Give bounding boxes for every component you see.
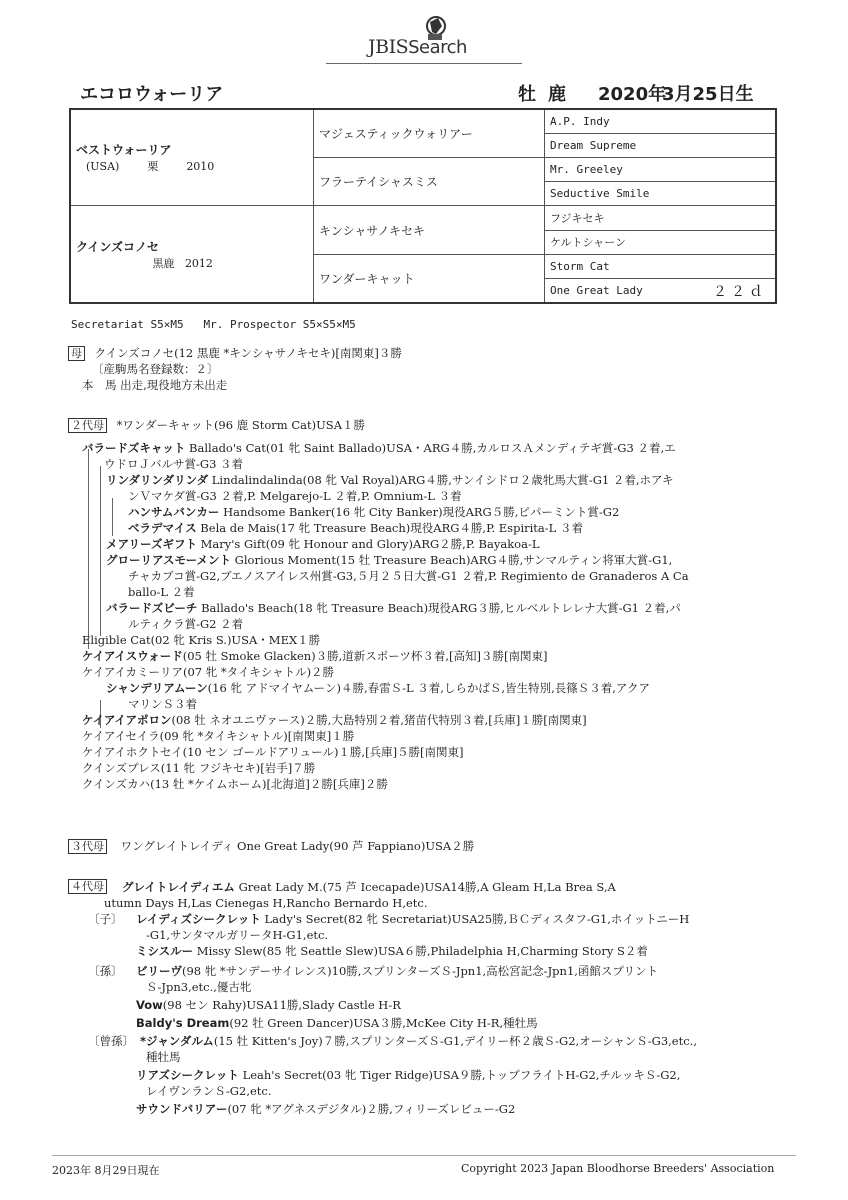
horse-name-bold: ビリーヴ — [136, 964, 182, 978]
line-text: Eligible Cat(02 牝 Kris S.)USA・MEX１勝 — [82, 633, 321, 647]
horse-name-bold: ベラデマイス — [128, 521, 197, 535]
horse-name-bold: レイディズシークレット — [136, 912, 261, 926]
g2-line — [106, 600, 681, 616]
line-text: マリンＳ３着 — [128, 697, 197, 711]
line-text: Ballado's Cat(01 牝 Saint Ballado)USA・ARG４勝,カルロスＡメンディテギ賞-G3 ２着,エ — [185, 441, 676, 455]
horse-name-bold: バラードズビーチ — [106, 601, 198, 615]
dam-color: 黒鹿 — [152, 256, 175, 270]
g2-line — [82, 728, 354, 744]
generation-prefix: 〔曾孫〕 — [88, 1034, 134, 1048]
g4-line — [146, 1049, 181, 1065]
dsd-cell: ケルトシャーン — [545, 230, 777, 254]
dam-line-3: 本 馬 出走,現役地方未出走 — [82, 378, 228, 392]
sire-cell — [70, 109, 314, 206]
dds-cell: Storm Cat — [545, 254, 777, 278]
line-text: -G1,サンタマルガリータH-G1,etc. — [146, 928, 329, 942]
line-text: (98 牝 *サンデーサイレンス)10勝,スプリンターズＳ-Jpn1,高松宮記念-Jpn1,函館スプリント — [182, 964, 658, 978]
g2-line — [82, 760, 315, 776]
line-text: クインズカハ(13 牡 *ケイムホーム)[北海道]２勝[兵庫]２勝 — [82, 777, 388, 791]
generation-prefix: 〔子〕 — [88, 912, 123, 926]
inbreeding-cross: Secretariat S5×M5 Mr. Prospector S5×S5×M5 — [71, 318, 356, 331]
dam-line-1: クインズコノセ(12 黒鹿 *キンシャサノキセキ)[南関東]３勝 — [94, 346, 402, 360]
g2-line — [128, 584, 195, 600]
line-text: (15 牡 Kitten's Joy)７勝,スプリンターズＳ-G1,デイリー杯２歳Ｓ-G2,オーシャンＳ-G3,etc., — [213, 1034, 697, 1048]
tree-line-3 — [112, 498, 113, 536]
horse-name-bold: ハンサムバンカー — [128, 505, 220, 519]
horse-name-bold: シャンデリアムーン — [106, 681, 208, 695]
horse-name-bold: リアズシークレット — [136, 1068, 239, 1082]
g2-line — [82, 632, 320, 648]
line-text: Bela de Mais(17 牝 Treasure Beach)現役ARG４勝,P. Espirita-L ３着 — [196, 521, 583, 535]
line-text: Missy Slew(85 牝 Seattle Slew)USA６勝,Philadelphia H,Charming Story S２着 — [193, 944, 648, 958]
g2-label: ２代母 — [68, 418, 107, 433]
g2-line — [82, 744, 464, 760]
g2-line — [128, 504, 619, 520]
g2-line — [106, 552, 672, 568]
horse-color: 鹿 — [548, 84, 566, 105]
ds-cell: キンシャサノキセキ — [314, 206, 545, 254]
g2-line — [82, 440, 676, 456]
g4-line — [88, 963, 658, 979]
family-number: ２２ｄ — [713, 284, 767, 300]
dam-name: クインズコノセ — [76, 239, 159, 254]
g2-line — [128, 520, 583, 536]
line-text: ケイアイセイラ(09 牝 *タイキシャトル)[南関東]１勝 — [82, 729, 355, 743]
horse-sex: 牡 — [518, 84, 536, 105]
g4-line — [136, 1067, 680, 1083]
dam-section — [68, 345, 402, 361]
line-text: Mary's Gift(09 牝 Honour and Glory)ARG２勝,P. Bayakoa-L — [196, 537, 540, 551]
g4-label-wrap — [68, 878, 107, 894]
line-text: ウドロＪバルサ賞-G3 ３着 — [104, 457, 244, 471]
g3-section — [68, 838, 474, 854]
g2-line — [106, 536, 540, 552]
line-text: レイヴンランＳ-G2,etc. — [146, 1084, 272, 1098]
line-text: Ballado's Beach(18 牝 Treasure Beach)現役ARG３勝,ヒルベルトレレナ大賞-G1 ２着,パ — [197, 601, 681, 615]
sire-name: ベストウォーリア — [76, 143, 172, 158]
ssd-cell: Dream Supreme — [545, 134, 777, 158]
line-text: Ｓ-Jpn3,etc.,優古牝 — [146, 980, 252, 994]
birth-year: 2020年 — [598, 84, 667, 105]
line-text: (08 牡 ネオユニヴァース)２勝,大島特別２着,猪苗代特別３着,[兵庫]１勝[南関東] — [171, 713, 587, 727]
dd-cell: ワンダーキャット — [314, 254, 545, 303]
pedigree-table — [69, 108, 777, 304]
g4-line — [88, 1033, 697, 1049]
g2-line — [106, 472, 674, 488]
g4-line — [136, 1015, 538, 1031]
line-text: (07 牝 *アグネスデジタル)２勝,フィリーズレビュー-G2 — [227, 1102, 516, 1116]
sds-cell: Mr. Greeley — [545, 158, 777, 182]
horse-name-bold: メアリーズギフト — [106, 537, 197, 551]
g2-line — [128, 568, 689, 584]
sdd-cell: Seductive Smile — [545, 182, 777, 206]
dam-label: 母 — [68, 346, 85, 361]
line-text: 種牡馬 — [146, 1050, 181, 1064]
line-text: ケイアイカミーリア(07 牝 *タイキシャトル)２勝 — [82, 665, 335, 679]
g4-line — [104, 895, 428, 911]
horse-name-bold: バラードズキャット — [82, 441, 186, 455]
g3-label: ３代母 — [68, 839, 107, 854]
horse-name: エコロウォーリア — [80, 84, 224, 105]
g4-line — [146, 927, 328, 943]
sire-color: 栗 — [147, 160, 159, 174]
dam-cell — [70, 206, 314, 303]
generation-prefix: 〔孫〕 — [88, 964, 123, 978]
line-text: ケイアイホクトセイ(10 セン ゴールドアリュール)１勝,[兵庫]５勝[南関東] — [82, 745, 464, 759]
line-text: (16 牝 アドマイヤムーン)４勝,春雷Ｓ-L ３着,しらかばＳ,皆生特別,長篠Ｓ３着,アクア — [207, 681, 651, 695]
horse-name-bold: ケイアイスウォード — [82, 649, 183, 663]
ddd-cell — [545, 278, 777, 303]
g2-line — [128, 696, 197, 712]
ss-cell: マジェスティックウォリアー — [314, 109, 545, 158]
g2-line — [128, 616, 243, 632]
horse-name-bold: グレイトレイディエム — [122, 880, 235, 894]
line-text: Glorious Moment(15 牡 Treasure Beach)ARG４勝,サンマルティン将軍大賞-G1, — [231, 553, 673, 567]
line-text: (92 牡 Green Dancer)USA３勝,McKee City H-R,種牡馬 — [229, 1016, 538, 1030]
horse-name-bold: ケイアイアポロン — [82, 713, 172, 727]
line-text: ンＶマケダ賞-G3 ２着,P. Melgarejo-L ２着,P. Omnium-L ３着 — [128, 489, 462, 503]
line-text: チャカブコ賞-G2,ブエノスアイレス州賞-G3,５月２５日大賞-G1 ２着,P. Regimiento de Granaderos A Ca — [128, 569, 689, 583]
birth-date: 3月25日生 — [662, 84, 754, 105]
g4-label: ４代母 — [68, 879, 107, 894]
g2-line — [82, 664, 334, 680]
horse-name-bold: Vow — [136, 998, 163, 1012]
jbis-logo — [368, 14, 498, 58]
sss-cell: A.P. Indy — [545, 109, 777, 134]
footer-date: 2023年 8月29日現在 — [52, 1164, 160, 1177]
horse-name-bold: グローリアスモーメント — [106, 553, 232, 567]
dam-year: 2012 — [184, 256, 213, 270]
g2-line — [106, 680, 650, 696]
tree-line-1 — [88, 449, 89, 649]
horse-name-bold: ミシスルー — [136, 944, 194, 958]
horse-name-bold: サウンドバリアー — [136, 1102, 228, 1116]
g2-line — [82, 648, 547, 664]
g4-line — [146, 1083, 272, 1099]
sire-year: 2010 — [186, 160, 215, 174]
logo-underline — [326, 63, 522, 64]
line-text: Leah's Secret(03 牝 Tiger Ridge)USA９勝,トップフライトH-G2,チルッキＳ-G2, — [238, 1068, 681, 1082]
g2-line — [104, 456, 243, 472]
tree-line-2 — [100, 466, 101, 636]
dam-line-2: 〔産駒馬名登録数：２〕 — [92, 362, 219, 376]
horse-name-bold: *ジャンダルム — [140, 1034, 214, 1048]
g2-line — [82, 712, 587, 728]
line-text: utumn Days H,Las Cienegas H,Rancho Bernardo H,etc. — [104, 896, 428, 910]
g4-line — [136, 997, 401, 1013]
sd-cell: フラーテイシャスミス — [314, 158, 545, 206]
g2-section — [68, 417, 365, 433]
dss-cell: フジキセキ — [545, 206, 777, 230]
g4-line — [136, 1101, 515, 1117]
g2-line — [82, 776, 388, 792]
horse-name-bold: リンダリンダリンダ — [106, 473, 209, 487]
logo-text-jbis: JBIS — [368, 36, 409, 58]
footer-copyright: Copyright 2023 Japan Bloodhorse Breeders' Association — [461, 1162, 775, 1175]
line-text: クインズプレス(11 牝 フジキセキ)[岩手]７勝 — [82, 761, 316, 775]
footer-divider — [52, 1155, 796, 1156]
ddd-name: One Great Lady — [550, 283, 643, 297]
g3-head: ワングレイトレイディ One Great Lady(90 芦 Fappiano)USA２勝 — [120, 839, 475, 853]
horse-name-bold: Baldy's Dream — [136, 1016, 230, 1030]
g4-line — [136, 943, 648, 959]
line-text: Handsome Banker(16 牝 City Banker)現役ARG５勝,ピパーミント賞-G2 — [219, 505, 620, 519]
logo-text-search: Search — [408, 37, 467, 58]
line-text: ballo-L ２着 — [128, 585, 195, 599]
line-text: (05 牡 Smoke Glacken)３勝,道新スポーツ杯３着,[高知]３勝[南関東] — [182, 649, 548, 663]
g4-line — [146, 979, 251, 995]
line-text: (98 セン Rahy)USA11勝,Slady Castle H-R — [162, 998, 401, 1012]
line-text: Lindalindalinda(08 牝 Val Royal)ARG４勝,サンイシドロ２歳牝馬大賞-G1 ２着,ホアキ — [208, 473, 674, 487]
sire-origin: (USA) — [86, 160, 120, 174]
g4-line — [122, 879, 616, 895]
line-text: Great Lady M.(75 芦 Icecapade)USA14勝,A Gleam H,La Brea S,A — [234, 880, 616, 894]
line-text: Lady's Secret(82 牝 Secretariat)USA25勝,ＢＣディスタフ-G1,ホイットニーH — [260, 912, 690, 926]
g2-head: *ワンダーキャット(96 鹿 Storm Cat)USA１勝 — [116, 418, 365, 432]
g2-line — [128, 488, 462, 504]
line-text: ルティクラ賞-G2 ２着 — [128, 617, 244, 631]
g4-line — [88, 911, 690, 927]
